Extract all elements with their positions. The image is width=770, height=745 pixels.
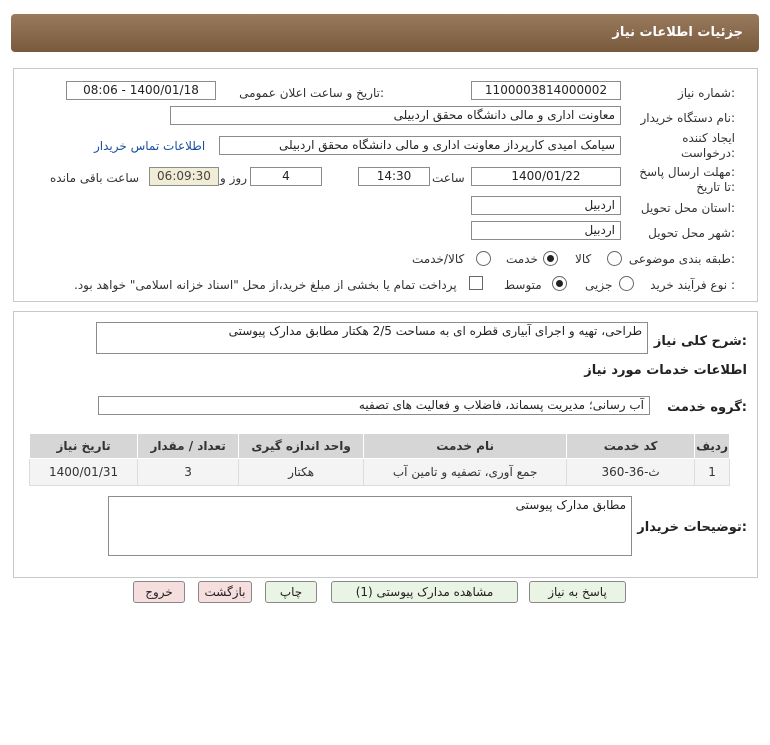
need-info-panel [13,68,758,302]
deadline-time-field: 14:30 [358,167,430,186]
cell-row: 1 [695,459,730,486]
category-option-goods-service: کالا/خدمت [412,252,465,266]
category-label: طبقه بندی موضوعی: [628,252,735,266]
services-table-header [30,434,730,459]
remaining-time-field: 06:09:30 [149,167,219,186]
remaining-label: ساعت باقی مانده [50,171,140,185]
buyer-org-label: نام دستگاه خریدار: [640,111,735,125]
treasury-checkbox[interactable] [469,276,483,290]
deadline-label: مهلت ارسال پاسخ: [639,165,735,179]
cell-qty: 3 [138,459,239,486]
time-label: ساعت [432,171,465,185]
services-table [29,433,730,486]
buyer-contact-link[interactable]: اطلاعات تماس خریدار [94,139,206,153]
buyer-notes-field: مطابق مدارک پیوستی [108,496,632,556]
city-field: اردبیل [471,221,621,240]
cell-name: جمع آوری، تصفیه و تامین آب [364,459,567,486]
creator-label: ایجاد کننده [682,131,735,145]
days-label: روز و [220,171,247,185]
province-label: استان محل تحویل: [640,201,735,215]
province-field: اردبیل [471,196,621,215]
buyer-notes-label: توضیحات خریدار: [637,520,747,535]
page-header [11,14,759,52]
cell-date: 1400/01/31 [30,459,138,486]
back-button[interactable]: بازگشت [198,581,252,603]
col-qty: تعداد / مقدار [138,434,239,459]
buyer-org-field: معاونت اداری و مالی دانشگاه محقق اردبیلی [170,106,621,125]
col-unit: واحد اندازه گیری [239,434,364,459]
col-date: تاریخ نیاز [30,434,138,459]
summary-label: شرح کلی نیاز: [653,334,747,349]
deadline-label-2: تا تاریخ: [696,180,735,194]
cell-unit: هکتار [239,459,364,486]
process-option-medium: متوسط [504,278,542,292]
creator-label-2: درخواست: [681,146,735,160]
service-group-field: آب رسانی؛ مدیریت پسماند، فاضلاب و فعالیت های تصفیه [98,396,650,415]
category-option-service: خدمت [506,252,538,266]
announce-field: 1400/01/18 - 08:06 [66,81,216,100]
col-code: کد خدمت [567,434,695,459]
days-field: 4 [250,167,322,186]
col-name: نام خدمت [364,434,567,459]
summary-field: طراحی، تهیه و اجرای آبیاری قطره ای به مساحت 2/5 هکتار مطابق مدارک پیوستی [96,322,648,354]
announce-label: تاریخ و ساعت اعلان عمومی: [239,86,384,100]
city-label: شهر محل تحویل: [648,226,735,240]
print-button[interactable]: چاپ [265,581,317,603]
category-radio-service[interactable] [543,251,558,266]
category-radio-goods-service[interactable] [476,251,491,266]
process-label: نوع فرآیند خرید : [650,278,735,292]
need-number-label: شماره نیاز: [677,86,735,100]
services-section-title: اطلاعات خدمات مورد نیاز [584,363,747,378]
reply-button[interactable]: پاسخ به نیاز [529,581,626,603]
process-radio-medium[interactable] [552,276,567,291]
need-number-field: 1100003814000002 [471,81,621,100]
page-title: جزئیات اطلاعات نیاز [612,25,743,40]
category-radio-goods[interactable] [607,251,622,266]
process-radio-minor[interactable] [619,276,634,291]
cell-code: ث-36-360 [567,459,695,486]
col-row: ردیف [695,434,730,459]
process-option-minor: جزیی [585,278,613,292]
creator-field: سیامک امیدی کارپرداز معاونت اداری و مالی دانشگاه محقق اردبیلی [219,136,621,155]
table-row [30,459,730,486]
exit-button[interactable]: خروج [133,581,185,603]
deadline-date-field: 1400/01/22 [471,167,621,186]
category-option-goods: کالا [575,252,592,266]
attachments-button[interactable]: مشاهده مدارک پیوستی (1) [331,581,518,603]
service-group-label: گروه خدمت: [667,400,747,415]
treasury-payment-text: پرداخت تمام یا بخشی از مبلغ خرید،از محل "اسناد خزانه اسلامی" خواهد بود. [74,278,457,292]
